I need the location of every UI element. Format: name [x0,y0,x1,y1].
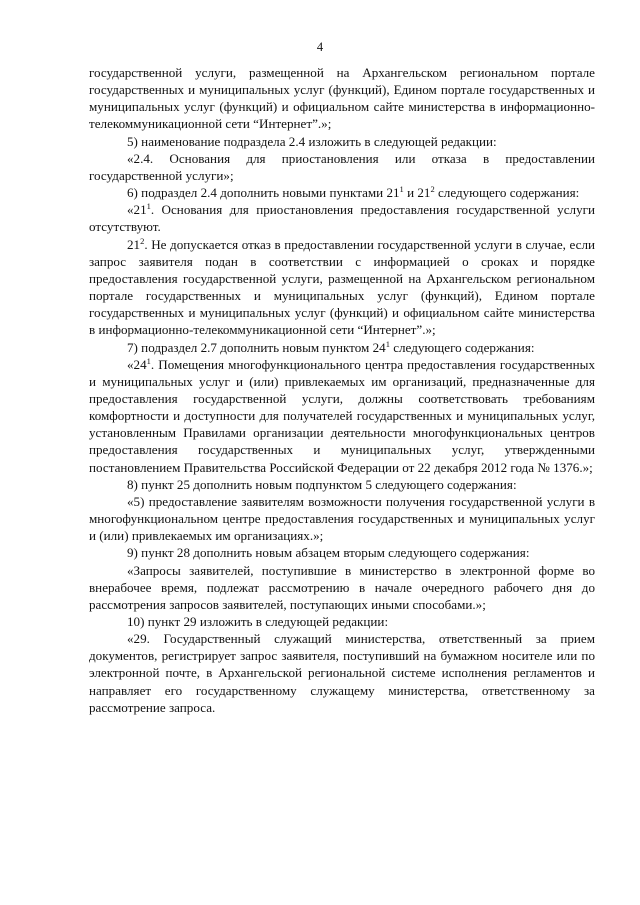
superscript: 2 [430,184,435,195]
paragraph [89,356,595,476]
paragraph [89,493,595,544]
paragraph-text: 6) подраздел 2.4 дополнить новыми пунктами 21 [127,185,400,201]
superscript: 2 [140,235,145,246]
paragraph-text: . Основания для приостановления предоставления государственной услуги отсутствуют. [89,202,595,235]
superscript: 1 [385,338,390,349]
paragraph-text: «Запросы заявителей, поступившие в министерство в электронной форме во внерабочее время, подлежат рассмотрению в начале очередного рабочего дня до рассмотрения запросов заявителей, поступающих иными способами.»; [89,562,595,612]
paragraph-text: «29. Государственный служащий министерства, ответственный за прием документов, регистрирует запрос заявителя, поступивший на бумажном носителе или по электронной почте, в Архангельской региональной системе исполнения регламентов и направляет его государственному служащему министерства, ответственному за рассмотрение запроса. [89,631,595,715]
page-number: 4 [316,40,324,54]
paragraph [89,476,595,493]
superscript: 1 [146,201,151,212]
paragraph [89,613,595,630]
paragraph [89,150,595,184]
paragraph-text: «5) предоставление заявителям возможности получения государственной услуги в многофункциональном центре предоставления государственных и муниципальных услуг и (или) привлекаемых им организациях.»; [89,493,595,544]
superscript: 1 [146,355,151,366]
paragraph-text: 9) пункт 28 дополнить новым абзацем вторым следующего содержания: [127,545,530,561]
paragraph [89,184,595,201]
paragraph-text: 7) подраздел 2.7 дополнить новым пунктом 24 [127,339,386,355]
paragraph-text: . Не допускается отказ в предоставлении государственной услуги в случае, если запрос заявителя подан в соответствии с информацией о сроках и порядке предоставления государственной услуги, размещенной на Архангельском региональном портале государственных и муниципальных услуг (функций), Едином портале государственных и муниципальных услуг (функций) и официальном сайте министерства в информационно-телекоммуникационной сети “Интернет”.»; [89,236,595,338]
paragraph [89,630,595,716]
paragraph [89,562,595,613]
paragraph-text: «21 [127,202,147,218]
paragraph-text: 8) пункт 25 дополнить новым подпунктом 5 следующего содержания: [127,476,517,492]
paragraph-text: «24 [127,356,147,372]
paragraph-text: и 21 [403,185,431,201]
paragraph [89,236,595,339]
paragraph [89,339,595,356]
paragraph-text: . Помещения многофункционального центра предоставления государственных и муниципальных услуг и (или) привлекаемых им организаций, предназначенные для предоставления государственной услуги, должны соответствовать требованиям комфортности и доступности для получателей государственных и муниципальных услуг, установленным Правилами организации деятельности многофункциональных центров предоставления государственных и муниципальных услуг, утвержденными постановлением Правительства Российской Федерации от 22 декабря 2012 года № 1376.»; [89,356,595,475]
paragraph-text: государственной услуги, размещенной на Архангельском региональном портале государственных и муниципальных услуг (функций), Едином портале государственных и муниципальных услуг (функций) и официальном сайте министерства в информационно-телекоммуникационной сети “Интернет”.»; [89,65,595,132]
paragraph [89,133,595,150]
paragraph-text: следующего содержания: [389,339,535,355]
superscript: 1 [399,184,404,195]
paragraph-text: 5) наименование подраздела 2.4 изложить в следующей редакции: [127,133,497,149]
paragraph [89,544,595,561]
paragraph-text: 21 [127,236,141,252]
paragraph-text: «2.4. Основания для приостановления или отказа в предоставлении государственной услуги»; [89,150,595,183]
paragraph-text: следующего содержания: [434,185,580,201]
document-body [89,64,595,716]
paragraph [89,64,595,133]
paragraph [89,201,595,235]
paragraph-text: 10) пункт 29 изложить в следующей редакции: [127,614,389,629]
